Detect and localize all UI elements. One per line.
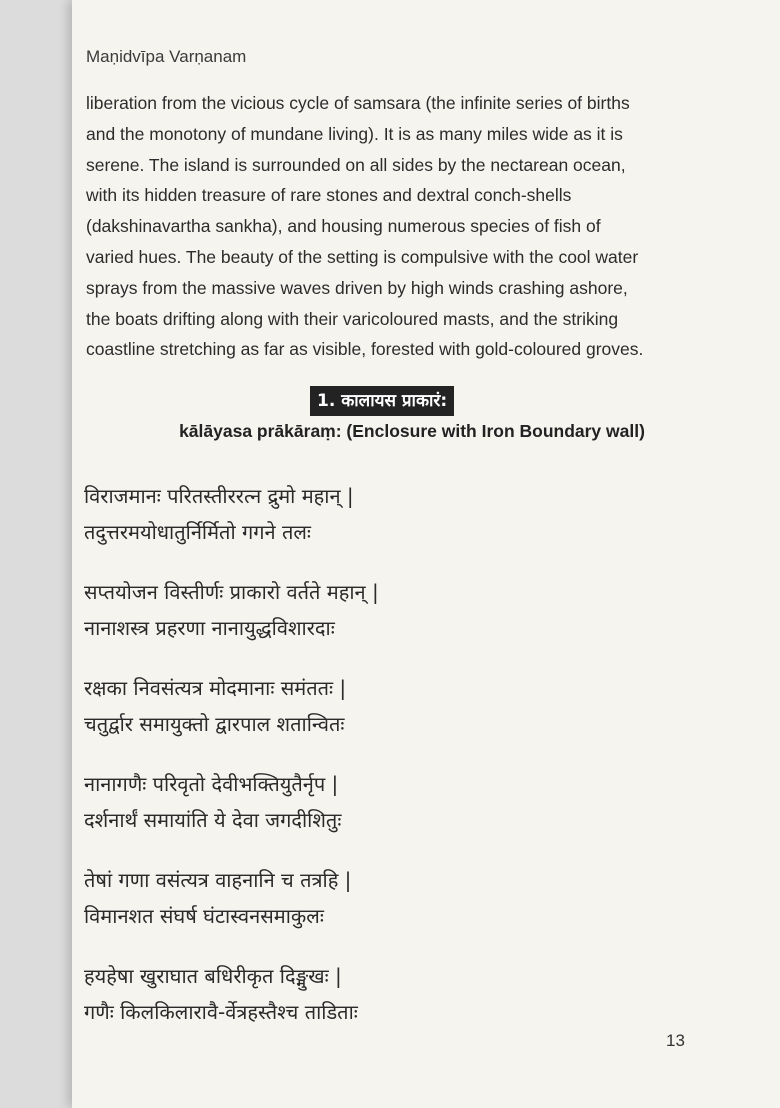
intro-line: and the monotony of mundane living). It is as many miles wide as it is xyxy=(86,123,623,144)
verse-line: नानागणैः परिवृतो देवीभक्तियुतैर्नृप | xyxy=(84,772,339,796)
intro-line: varied hues. The beauty of the setting is compulsive with the cool water xyxy=(86,246,639,267)
intro-line: coastline stretching as far as visible, forested with gold-coloured groves. xyxy=(86,339,644,360)
intro-line: serene. The island is surrounded on all sides by the nectarean ocean, xyxy=(86,154,626,175)
verse-line: तेषां गणा वसंत्यत्र वाहनानि च तत्रहि | xyxy=(84,868,352,892)
verse-stanza xyxy=(84,670,684,742)
verse-line: तदुत्तरमयोधातुर्निर्मितो गगने तलः xyxy=(84,520,311,544)
verse-stanza xyxy=(84,862,684,934)
verse-line: विमानशत संघर्ष घंटास्वनसमाकुलः xyxy=(84,904,324,928)
intro-line: (dakshinavartha sankha), and housing numerous species of fish of xyxy=(86,216,601,237)
book-page xyxy=(72,0,780,1108)
verse-stanza xyxy=(84,766,684,838)
intro-line: liberation from the vicious cycle of samsara (the infinite series of births xyxy=(86,93,630,113)
intro-line: with its hidden treasure of rare stones and dextral conch-shells xyxy=(86,185,572,206)
verse-line: दर्शनार्थं समायांति ये देवा जगदीशितुः xyxy=(84,808,342,832)
verse-line: चतुर्द्वार समायुक्तो द्वारपाल शतान्वितः xyxy=(84,712,345,736)
running-header: Maṇidvīpa Varṇanam xyxy=(86,47,247,66)
verse-line: विराजमानः परितस्तीररत्न द्रुमो महान् | xyxy=(84,484,354,508)
verse-stanza xyxy=(84,958,684,1030)
verse-stanza xyxy=(84,574,684,646)
page-number: 13 xyxy=(666,1031,685,1050)
section-heading: 1. कालायस प्राकारं: xyxy=(310,386,454,416)
verse-line: रक्षका निवसंत्यत्र मोदमानाः समंततः | xyxy=(84,676,347,700)
intro-line: sprays from the massive waves driven by high winds crashing ashore, xyxy=(86,277,628,298)
verse-line: नानाशस्त्र प्रहरणा नानायुद्धविशारदाः xyxy=(84,616,335,640)
verse-stanza xyxy=(84,478,684,550)
intro-paragraph xyxy=(86,88,694,365)
verse-line: गणैः किलकिलारावै-र्वेत्रहस्तैश्च ताडिताः xyxy=(84,1000,358,1024)
verse-line: हयहेषा खुराघात बधिरीकृत दिङ्मुखः | xyxy=(84,964,342,988)
section-subheading: kālāyasa prākāraṃ: (Enclosure with Iron Boundary wall) xyxy=(179,421,645,441)
verse-line: सप्तयोजन विस्तीर्णः प्राकारो वर्तते महान् | xyxy=(84,580,379,604)
intro-line: the boats drifting along with their varicoloured masts, and the striking xyxy=(86,308,619,329)
verse-block xyxy=(84,478,684,1054)
